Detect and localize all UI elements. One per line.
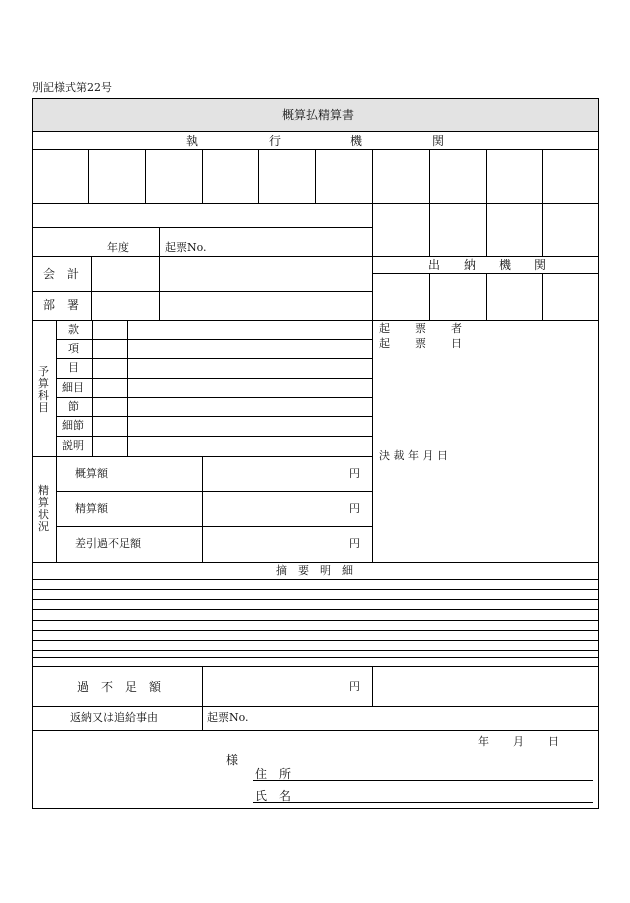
disb-agency-c3: 機 [499, 258, 512, 272]
rule [32, 730, 599, 731]
rule [32, 579, 599, 580]
rule [56, 358, 372, 359]
exec-agency-c4: 関 [432, 134, 445, 148]
exec-agency-c1: 執 [186, 134, 199, 148]
address-label: 住 所 [255, 767, 292, 781]
rule-v [159, 227, 160, 256]
rule [32, 609, 599, 610]
rule [32, 256, 599, 257]
rule [32, 657, 599, 658]
addressee-suffix: 様 [226, 753, 239, 767]
rule [56, 491, 372, 492]
rule [32, 589, 599, 590]
drafter-c2: 票 [415, 322, 426, 335]
budget-subject-label: 算 [38, 377, 49, 390]
rule-v [202, 666, 203, 730]
budget-subject-label: 予 [38, 365, 49, 378]
date-month: 月 [513, 735, 524, 748]
rule [56, 416, 372, 417]
slip-no-label-2: 起票No. [207, 711, 249, 724]
yen-unit: 円 [349, 502, 360, 515]
rule-v [315, 149, 316, 203]
rule-v [429, 273, 430, 320]
accounting-label: 会 計 [43, 267, 80, 281]
rule [32, 630, 599, 631]
rule [32, 562, 599, 563]
rule-v [542, 149, 543, 256]
rule-v [429, 149, 430, 256]
rule-v [542, 273, 543, 320]
rule [32, 227, 372, 228]
slip-no-label: 起票No. [165, 241, 207, 254]
budget-subject-label: 目 [38, 401, 49, 414]
name-line [253, 802, 593, 803]
form-title: 概算払精算書 [282, 108, 355, 122]
budget-row-label: 説明 [62, 439, 84, 452]
form-frame [32, 98, 599, 809]
department-label: 部 署 [43, 298, 80, 312]
approval-date-label: 決 裁 年 月 日 [379, 449, 448, 462]
date-year: 年 [478, 735, 489, 748]
rule-v [202, 149, 203, 203]
draft-date-c3: 日 [451, 337, 462, 350]
rule [56, 526, 372, 527]
rule-v [486, 273, 487, 320]
rule [32, 131, 599, 132]
rule [32, 203, 599, 204]
yen-unit: 円 [349, 680, 360, 693]
exec-agency-c3: 機 [350, 134, 363, 148]
settlement-status-label: 状 [38, 508, 49, 521]
estimated-amount-label: 概算額 [75, 467, 108, 480]
rule-v [91, 256, 92, 320]
rule-thick [32, 666, 599, 667]
difference-amount-label: 差引過不足額 [75, 537, 141, 550]
rule-v [127, 320, 128, 456]
rule-v [92, 320, 93, 456]
summary-detail-c3: 明 [320, 564, 331, 577]
budget-row-label: 目 [68, 361, 79, 374]
rule [32, 620, 599, 621]
rule [32, 320, 599, 321]
exec-agency-c2: 行 [269, 134, 282, 148]
fiscal-year-label: 年度 [107, 241, 129, 254]
budget-row-label: 項 [68, 342, 79, 355]
rule [32, 650, 599, 651]
rule-v [88, 149, 89, 203]
settlement-status-label: 算 [38, 496, 49, 509]
rule-v [372, 666, 373, 706]
budget-subject-label: 科 [38, 389, 49, 402]
address-line [253, 780, 593, 781]
refund-reason-label: 返納又は追給事由 [70, 711, 158, 724]
budget-row-label: 款 [68, 323, 79, 336]
summary-detail-c4: 細 [342, 564, 353, 577]
drafter-c1: 起 [379, 322, 390, 335]
rule-v [56, 320, 57, 562]
date-day: 日 [548, 735, 559, 748]
rule-v [159, 256, 160, 320]
yen-unit: 円 [349, 467, 360, 480]
rule-v [258, 149, 259, 203]
name-label: 氏 名 [255, 789, 292, 803]
rule-v [145, 149, 146, 203]
rule [56, 339, 372, 340]
budget-row-label: 節 [68, 400, 79, 413]
settlement-status-label: 況 [38, 520, 49, 533]
rule-v [486, 149, 487, 256]
budget-row-label: 細節 [62, 419, 84, 432]
disb-agency-c1: 出 [428, 258, 441, 272]
rule [56, 436, 372, 437]
excess-deficit-label: 過 不 足 額 [77, 680, 162, 694]
rule [32, 291, 372, 292]
settled-amount-label: 精算額 [75, 502, 108, 515]
draft-date-c2: 票 [415, 337, 426, 350]
rule [32, 640, 599, 641]
rule [32, 706, 599, 707]
rule [56, 378, 372, 379]
rule-v [202, 456, 203, 562]
draft-date-c1: 起 [379, 337, 390, 350]
yen-unit: 円 [349, 537, 360, 550]
rule-v [372, 149, 373, 562]
drafter-c3: 者 [451, 322, 462, 335]
rule [32, 599, 599, 600]
budget-row-label: 細目 [62, 381, 84, 394]
form-number: 別記様式第22号 [32, 81, 112, 94]
disb-agency-c2: 納 [464, 258, 477, 272]
summary-detail-c1: 摘 [276, 564, 287, 577]
rule [56, 397, 372, 398]
disb-agency-c4: 関 [534, 258, 547, 272]
settlement-status-label: 精 [38, 484, 49, 497]
summary-detail-c2: 要 [298, 564, 309, 577]
